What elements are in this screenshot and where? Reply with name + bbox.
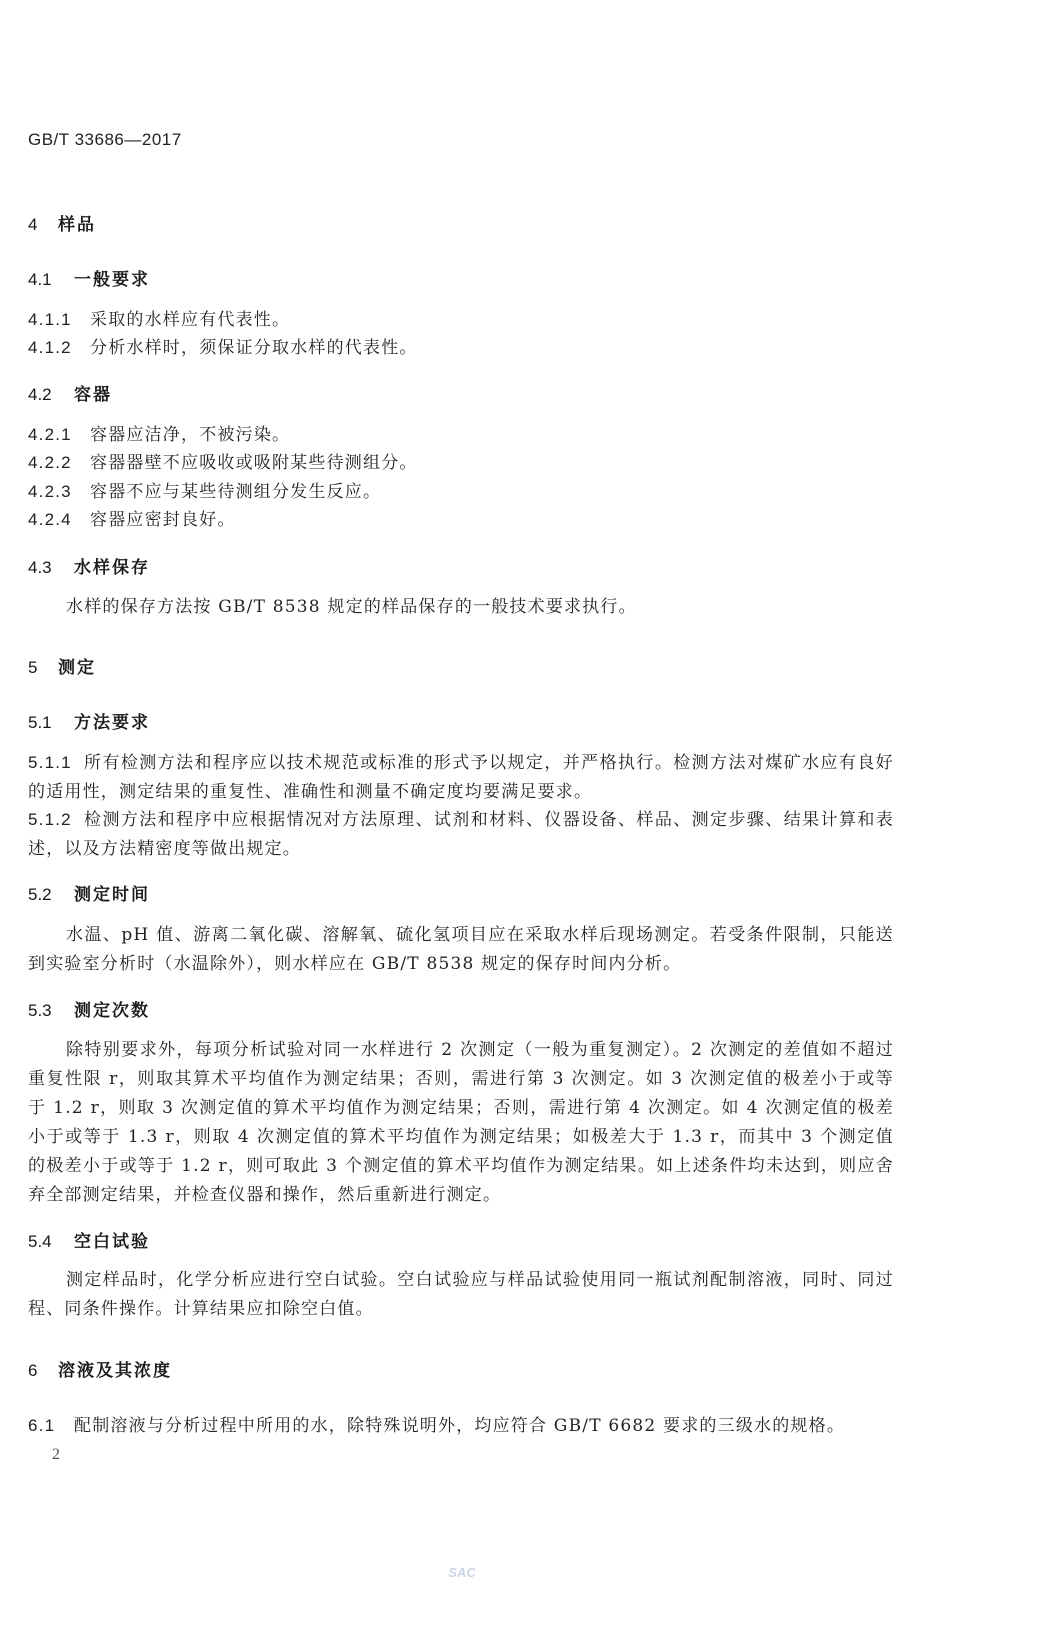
clause-number: 4.2.2 — [28, 453, 72, 472]
section-4-2-heading — [28, 380, 112, 405]
section-number: 5.3 — [28, 1001, 52, 1020]
clause-4-1-1 — [28, 306, 290, 334]
clause-number: 5.1.1 — [28, 753, 72, 772]
section-4-heading — [28, 210, 96, 235]
clause-text: 容器器壁不应吸收或吸附某些待测组分。 — [90, 453, 418, 473]
clause-4-2-2 — [28, 449, 418, 477]
standard-code-header: GB/T 33686—2017 — [28, 130, 182, 149]
section-5-1-heading — [28, 708, 150, 733]
section-number: 5.1 — [28, 713, 52, 732]
clause-4-1-2 — [28, 334, 418, 362]
clause-text: 配制溶液与分析过程中所用的水，除特殊说明外，均应符合 GB/T 6682 要求的三级水的规格。 — [74, 1416, 846, 1436]
sac-watermark: SAC — [448, 1565, 476, 1580]
clause-number: 4.1.2 — [28, 338, 72, 357]
section-number: 6 — [28, 1361, 38, 1380]
section-title: 样品 — [58, 215, 96, 235]
clause-5-1-1 — [28, 748, 894, 807]
clause-number: 4.2.3 — [28, 482, 72, 501]
clause-text: 检测方法和程序中应根据情况对方法原理、试剂和材料、仪器设备、样品、测定步骤、结果计算和表述，以及方法精密度等做出规定。 — [28, 810, 894, 859]
section-number: 5.2 — [28, 885, 52, 904]
clause-4-2-3 — [28, 478, 381, 506]
clause-text: 采取的水样应有代表性。 — [90, 310, 291, 330]
section-title: 一般要求 — [74, 270, 150, 290]
section-title: 测定 — [58, 658, 96, 678]
clause-4-2-4 — [28, 506, 236, 534]
section-title: 测定次数 — [74, 1001, 150, 1021]
section-title: 测定时间 — [74, 885, 150, 905]
section-number: 4.1 — [28, 270, 52, 289]
clause-number: 6.1 — [28, 1416, 56, 1435]
paragraph-5-4: 测定样品时，化学分析应进行空白试验。空白试验应与样品试验使用同一瓶试剂配制溶液，同时、同过程、同条件操作。计算结果应扣除空白值。 — [28, 1270, 894, 1319]
paragraph-5-3: 除特别要求外，每项分析试验对同一水样进行 2 次测定（一般为重复测定）。2 次测定的差值如不超过重复性限 r，则取其算术平均值作为测定结果；否则，需进行第 3 次测定。如 3 次测定值的极差小于或等于 1.2 r，则取 3 次测定值的算术平均值作为测定结果；否则，需进行第 4 次测定。如 4 次测定值的极差小于或等于 1.3 r，则取 4 次测定值的算术平均值作为测定结果；如极差大于 1.3 r，而其中 3 个测定值的极差小于或等于 1.2 r，则可取此 3 个测定值的算术平均值作为测定结果。如上述条件均未达到，则应舍弃全部测定结果，并检查仪器和操作，然后重新进行测定。 — [28, 1040, 894, 1205]
clause-6-1 — [28, 1412, 845, 1440]
paragraph-5-2: 水温、pH 值、游离二氧化碳、溶解氧、硫化氢项目应在采取水样后现场测定。若受条件限制，只能送到实验室分析时（水温除外），则水样应在 GB/T 8538 规定的保存时间内分析。 — [28, 925, 894, 974]
section-title: 空白试验 — [74, 1232, 150, 1252]
clause-number: 5.1.2 — [28, 810, 72, 829]
clause-text: 容器应洁净，不被污染。 — [90, 425, 291, 445]
section-number: 4.2 — [28, 385, 52, 404]
clause-text: 容器不应与某些待测组分发生反应。 — [90, 482, 382, 502]
section-6-heading — [28, 1356, 172, 1381]
section-5-2-heading — [28, 880, 150, 905]
clause-number: 4.2.1 — [28, 425, 72, 444]
section-5-heading — [28, 653, 96, 678]
section-number: 4.3 — [28, 558, 52, 577]
clause-text: 容器应密封良好。 — [90, 510, 236, 530]
section-title: 方法要求 — [74, 713, 150, 733]
section-4-3-heading — [28, 553, 150, 578]
section-number: 5.4 — [28, 1232, 52, 1251]
clause-5-1-2 — [28, 805, 894, 864]
clause-4-2-1 — [28, 421, 290, 449]
section-5-3-heading — [28, 996, 150, 1021]
section-number: 4 — [28, 215, 38, 234]
clause-text: 所有检测方法和程序应以技术规范或标准的形式予以规定，并严格执行。检测方法对煤矿水应有良好的适用性，测定结果的重复性、准确性和测量不确定度均要满足要求。 — [28, 753, 894, 802]
section-4-1-heading — [28, 265, 150, 290]
clause-number: 4.1.1 — [28, 310, 72, 329]
section-5-4-heading — [28, 1227, 150, 1252]
paragraph-4-3: 水样的保存方法按 GB/T 8538 规定的样品保存的一般技术要求执行。 — [66, 597, 637, 617]
page-number: 2 — [52, 1446, 60, 1463]
clause-text: 分析水样时，须保证分取水样的代表性。 — [90, 338, 418, 358]
clause-number: 4.2.4 — [28, 510, 72, 529]
section-title: 容器 — [74, 385, 112, 405]
section-title: 水样保存 — [74, 558, 150, 578]
section-title: 溶液及其浓度 — [58, 1361, 172, 1381]
section-number: 5 — [28, 658, 38, 677]
